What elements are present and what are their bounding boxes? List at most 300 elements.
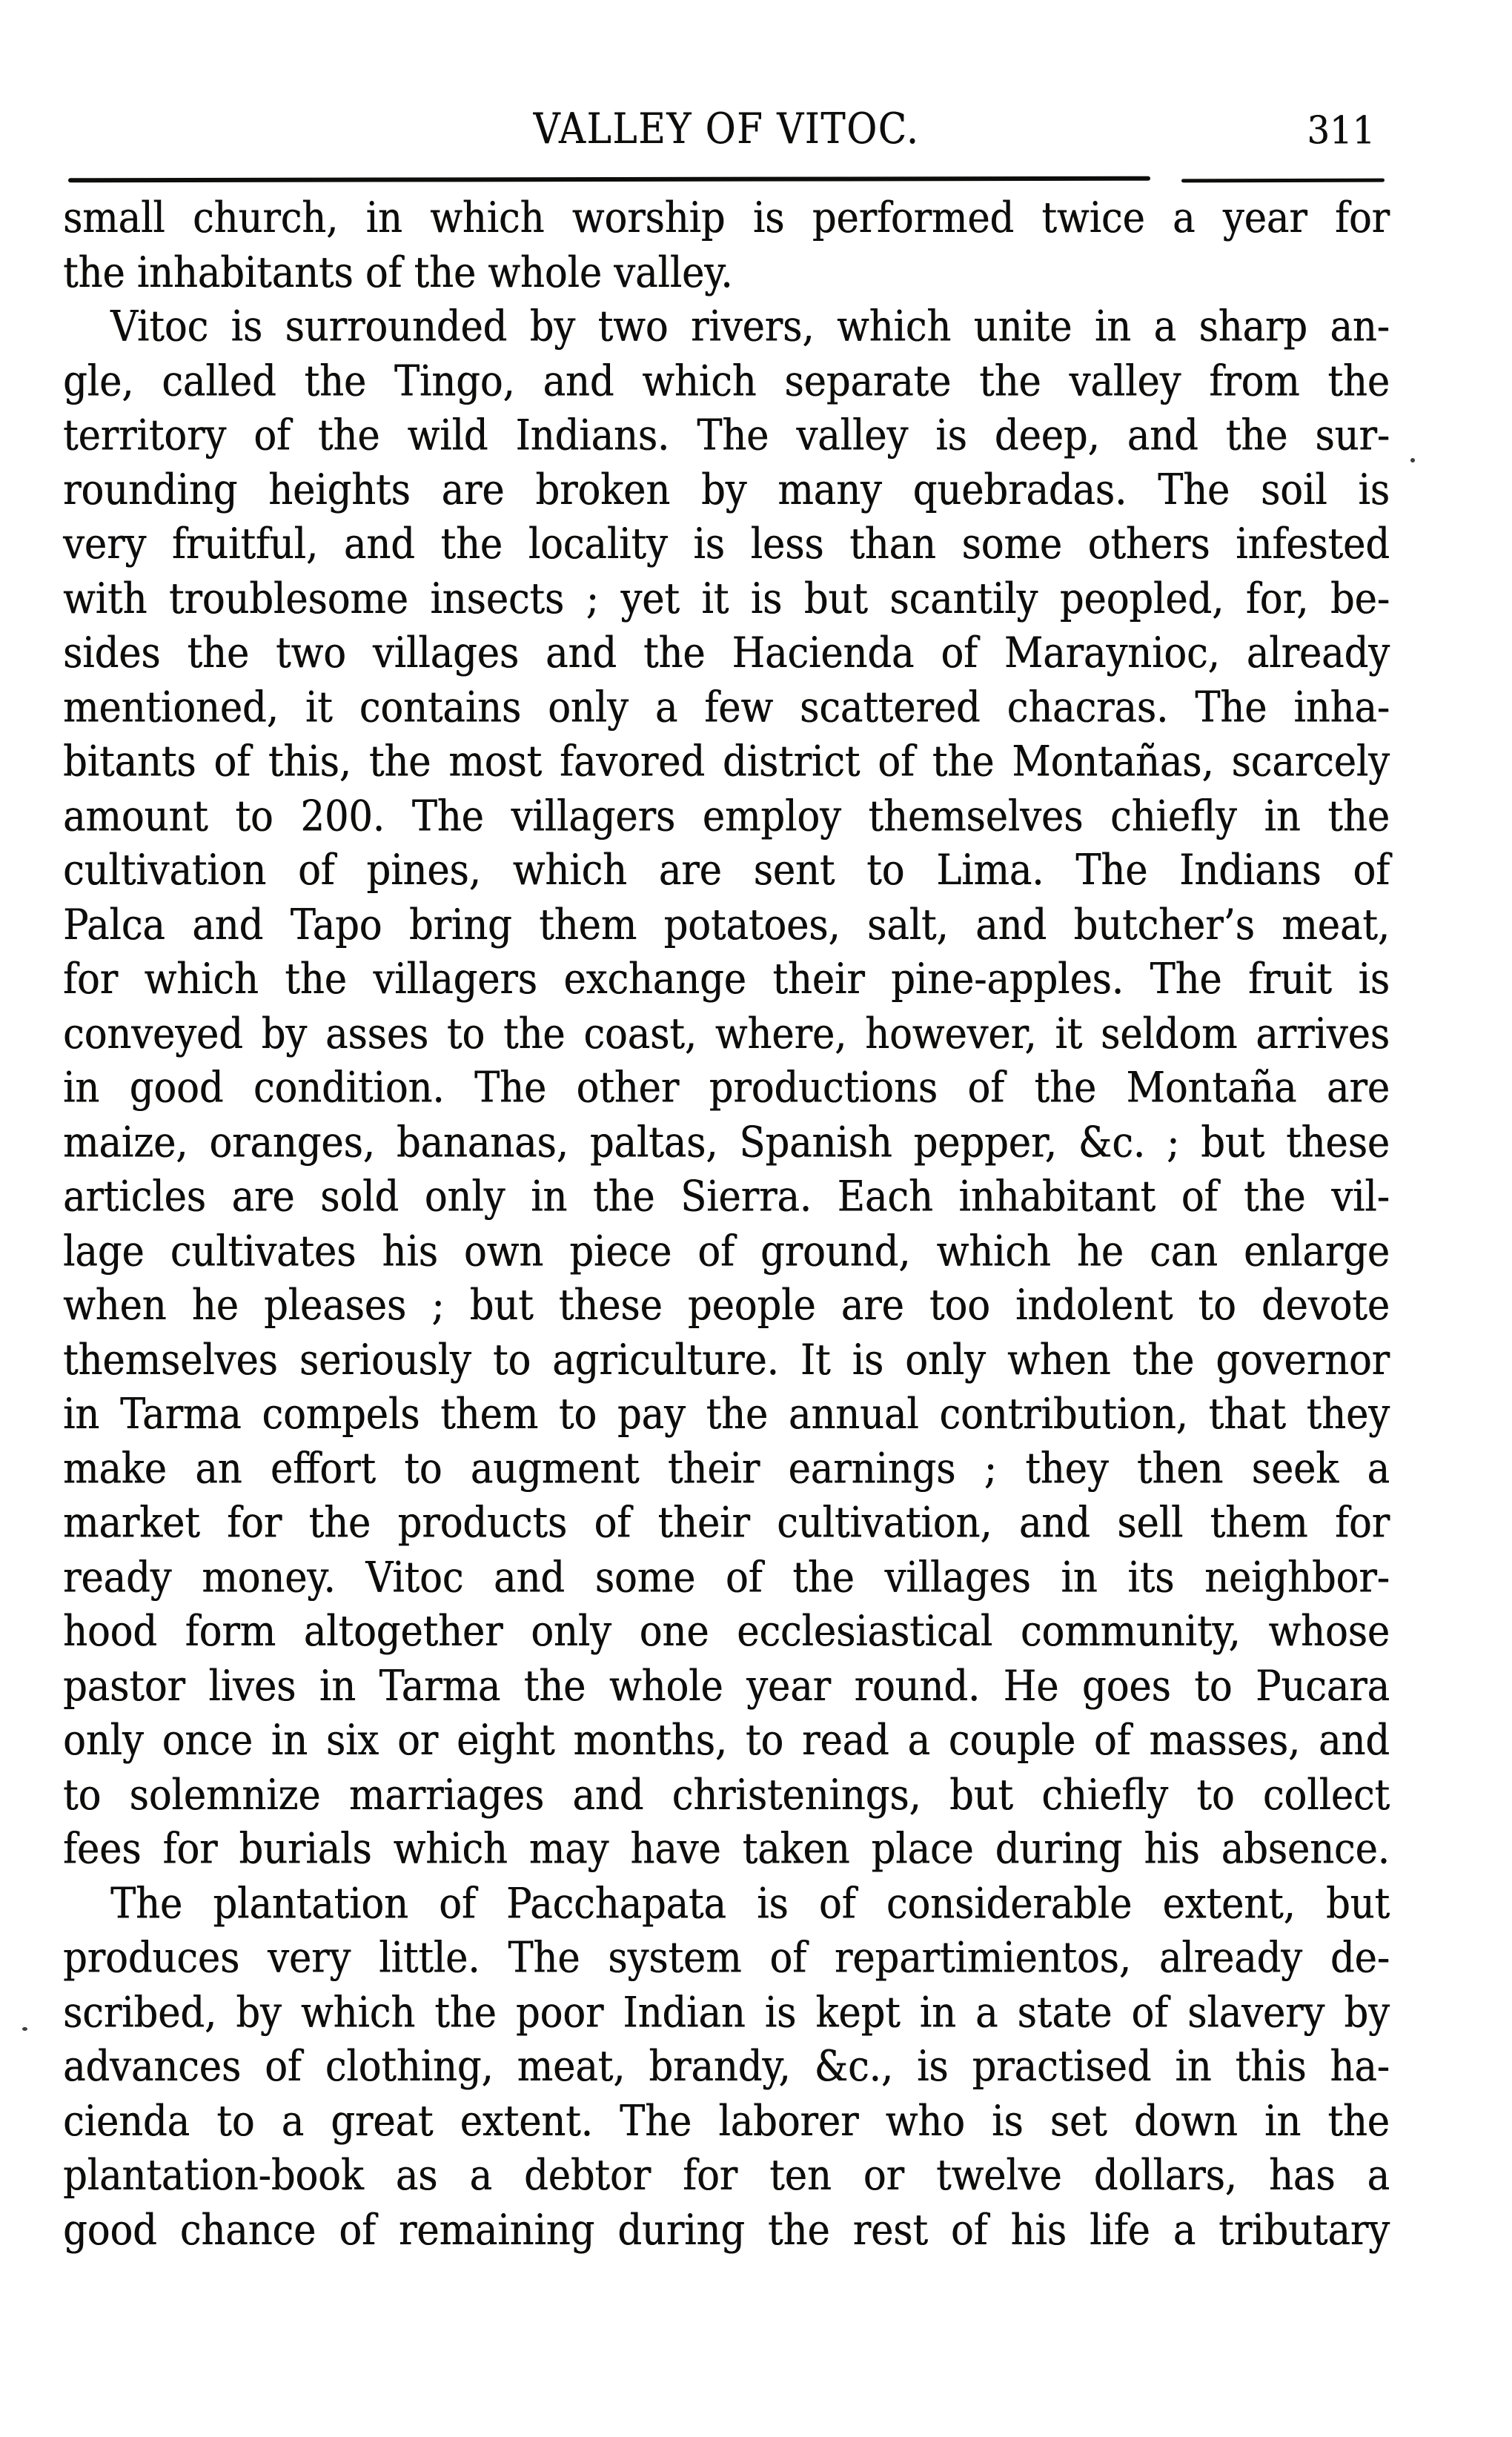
word: with xyxy=(63,574,147,623)
word: eight xyxy=(456,1716,555,1765)
word: their xyxy=(657,1499,750,1548)
word: broken xyxy=(535,465,671,515)
word: the xyxy=(317,411,380,460)
word: them xyxy=(440,1390,539,1439)
word: district xyxy=(722,737,861,787)
word: it xyxy=(701,574,729,623)
word: Spanish xyxy=(739,1118,892,1167)
word: of xyxy=(1131,1988,1169,2038)
text-line xyxy=(63,1551,1390,1605)
word: quebradas. xyxy=(912,465,1127,515)
word: and xyxy=(546,629,617,678)
word: Pucara xyxy=(1256,1662,1390,1711)
text-line xyxy=(63,2149,1390,2203)
word: great xyxy=(331,2096,434,2146)
word: the xyxy=(440,520,503,569)
word: Vitoc xyxy=(365,1553,464,1602)
word: in xyxy=(531,1172,568,1221)
word: year xyxy=(1222,193,1307,243)
word: then xyxy=(1136,1444,1224,1493)
running-title: VALLEY OF VITOC. xyxy=(533,104,920,153)
word: to xyxy=(216,2096,255,2146)
word: pastor xyxy=(63,1662,185,1711)
word: is xyxy=(693,520,725,569)
word: the xyxy=(304,357,367,406)
word: advances xyxy=(63,2042,242,2092)
word: by xyxy=(261,1009,308,1058)
word: they xyxy=(1306,1390,1390,1439)
word: amount xyxy=(63,792,208,841)
word: cultivates xyxy=(170,1227,357,1276)
word: annual xyxy=(788,1390,919,1439)
word: most xyxy=(448,737,543,787)
word: place xyxy=(871,1825,974,1874)
word: sold xyxy=(320,1172,399,1221)
word: sent xyxy=(753,846,835,895)
word: a xyxy=(907,1716,930,1765)
text-line xyxy=(63,2203,1390,2257)
word: of xyxy=(594,1499,631,1548)
word: of xyxy=(941,629,978,678)
word: compels xyxy=(262,1390,420,1439)
word: masses, xyxy=(1149,1716,1301,1765)
word: ; xyxy=(984,1444,997,1493)
word: cultivation, xyxy=(777,1499,992,1548)
word: it xyxy=(305,683,333,732)
word: by xyxy=(529,302,576,352)
word: is xyxy=(852,1335,884,1385)
word: of xyxy=(878,737,915,787)
word: solemnize xyxy=(129,1770,321,1820)
word: many xyxy=(777,465,882,515)
word: troublesome xyxy=(168,574,408,623)
word: ecclesiastical xyxy=(737,1607,993,1657)
word: peopled, xyxy=(1059,574,1224,623)
word: The xyxy=(1150,955,1222,1004)
word: scribed, xyxy=(63,1988,217,2038)
word: employ xyxy=(702,792,841,841)
word: in xyxy=(1094,302,1132,352)
word: it xyxy=(1055,1009,1083,1058)
word: Vitoc xyxy=(110,302,209,352)
word: called xyxy=(162,357,276,406)
word: to xyxy=(1194,1662,1233,1711)
word: brandy, xyxy=(649,2042,791,2092)
word: a xyxy=(1367,2151,1390,2201)
word: Tingo, xyxy=(394,357,515,406)
word: of xyxy=(265,2042,302,2092)
word: only xyxy=(424,1172,505,1221)
text-line xyxy=(63,1986,1390,2040)
text-line xyxy=(63,952,1390,1007)
text-line xyxy=(63,408,1390,462)
word: is xyxy=(935,411,967,460)
word: a xyxy=(1153,302,1176,352)
word: Each xyxy=(837,1172,933,1221)
word: in xyxy=(1264,792,1301,841)
word: Tarma xyxy=(379,1662,501,1711)
word: Indians. xyxy=(515,411,670,460)
text-line xyxy=(63,2095,1390,2149)
word: arrives xyxy=(1256,1009,1390,1058)
word: seldom xyxy=(1101,1009,1238,1058)
word: are xyxy=(441,465,505,515)
word: locality xyxy=(528,520,668,569)
text-line xyxy=(63,843,1390,898)
word: chacras. xyxy=(1007,683,1169,732)
word: a xyxy=(1173,193,1196,243)
word: and xyxy=(494,1553,565,1602)
word: of xyxy=(1093,1716,1131,1765)
word: the xyxy=(1132,1335,1195,1385)
word: he xyxy=(1076,1227,1124,1276)
word: is xyxy=(750,574,783,623)
word: &c., xyxy=(814,2042,893,2092)
word: separate xyxy=(784,357,952,406)
text-line xyxy=(63,572,1390,626)
word: deep, xyxy=(994,411,1100,460)
word: of xyxy=(1353,846,1390,895)
word: the xyxy=(592,1172,655,1221)
word: own xyxy=(463,1227,544,1276)
word: is xyxy=(752,193,785,243)
word: of xyxy=(1181,1172,1218,1221)
word: collect xyxy=(1262,1770,1390,1820)
word: only xyxy=(63,1716,144,1765)
word: can xyxy=(1150,1227,1218,1276)
word: from xyxy=(1209,357,1300,406)
word: piece xyxy=(569,1227,672,1276)
word: already xyxy=(1246,629,1390,678)
word: fees xyxy=(63,1825,142,1874)
word: infested xyxy=(1236,520,1390,569)
word: and xyxy=(543,357,614,406)
word: yet xyxy=(620,574,680,623)
word: surrounded xyxy=(285,302,508,352)
word: but xyxy=(803,574,868,623)
text-line xyxy=(63,626,1390,680)
word: for xyxy=(683,2151,738,2201)
word: only xyxy=(531,1607,611,1657)
word: Lima. xyxy=(936,846,1044,895)
word: the xyxy=(368,737,431,787)
word: fruitful, xyxy=(171,520,319,569)
word: performed xyxy=(812,193,1015,243)
word: The xyxy=(110,1879,183,1929)
scan-speck xyxy=(22,2027,27,2031)
word: few xyxy=(704,683,773,732)
word: favored xyxy=(559,737,705,787)
word: governor xyxy=(1216,1335,1390,1385)
word: soil xyxy=(1261,465,1327,515)
text-line xyxy=(63,789,1390,843)
word: Montaña xyxy=(1126,1064,1297,1113)
text-line xyxy=(63,354,1390,408)
word: paltas, xyxy=(589,1118,718,1167)
word: indolent xyxy=(1015,1281,1173,1330)
word: for, xyxy=(1245,574,1309,623)
word: market xyxy=(63,1499,200,1548)
word: fruit xyxy=(1248,955,1332,1004)
word: these xyxy=(1286,1118,1390,1167)
word: the xyxy=(768,2205,830,2255)
word: cienda xyxy=(63,2096,190,2146)
word: articles xyxy=(63,1172,206,1221)
word: money. xyxy=(202,1553,336,1602)
word: twice xyxy=(1041,193,1145,243)
word: pay xyxy=(617,1390,686,1439)
word: system xyxy=(608,1933,742,1983)
word: It xyxy=(800,1335,831,1385)
word: inha- xyxy=(1293,683,1390,732)
word: valley xyxy=(796,411,909,460)
word: sides xyxy=(63,629,161,678)
word: of xyxy=(253,411,291,460)
word: he xyxy=(191,1281,239,1330)
word: by xyxy=(1344,1988,1390,2038)
word: cultivation xyxy=(63,846,267,895)
word: state xyxy=(1017,1988,1113,2038)
word: of xyxy=(769,1933,806,1983)
word: Palca xyxy=(63,901,165,950)
word: seek xyxy=(1251,1444,1339,1493)
word: a xyxy=(1367,1444,1390,1493)
word: pepper, xyxy=(913,1118,1057,1167)
word: rest xyxy=(852,2205,928,2255)
word: very xyxy=(268,1933,351,1983)
text-line xyxy=(63,680,1390,735)
word: themselves xyxy=(868,792,1084,841)
text-line xyxy=(63,517,1390,571)
word: small xyxy=(63,193,165,243)
word: may xyxy=(528,1825,609,1874)
text-line xyxy=(63,191,1390,245)
word: vil- xyxy=(1331,1172,1390,1221)
text-line xyxy=(63,1279,1390,1333)
word: but xyxy=(949,1770,1013,1820)
word: are xyxy=(1326,1064,1390,1113)
word: augment xyxy=(470,1444,640,1493)
word: Tapo xyxy=(290,901,382,950)
word: down xyxy=(1133,2096,1238,2146)
word: the xyxy=(979,357,1041,406)
text-line xyxy=(63,1061,1390,1115)
header-rule-right-segment xyxy=(1181,179,1385,183)
word: ; xyxy=(1166,1118,1180,1167)
word: inhabitant xyxy=(958,1172,1155,1221)
text-line xyxy=(63,898,1390,952)
text-line xyxy=(63,1224,1390,1279)
word: a xyxy=(1173,2205,1196,2255)
word: bring xyxy=(408,901,512,950)
word: a xyxy=(281,2096,305,2146)
word: community, xyxy=(1020,1607,1241,1657)
word: in xyxy=(1264,2096,1302,2146)
word: Sierra. xyxy=(680,1172,812,1221)
word: which xyxy=(642,357,757,406)
word: scantily xyxy=(889,574,1038,623)
word: is xyxy=(1358,465,1390,515)
word: pleases xyxy=(263,1281,407,1330)
word: six xyxy=(325,1716,379,1765)
word: the xyxy=(643,629,706,678)
word: a xyxy=(654,683,678,732)
word: pine-apples. xyxy=(891,955,1124,1004)
word: to xyxy=(745,1716,784,1765)
word: and xyxy=(1127,411,1198,460)
word: The xyxy=(620,2096,692,2146)
word: conveyed xyxy=(63,1009,243,1058)
word: when xyxy=(1007,1335,1111,1385)
word: to xyxy=(866,846,905,895)
word: in xyxy=(63,1064,100,1113)
word: dollars, xyxy=(1093,2151,1237,2201)
word: in xyxy=(919,1988,956,2038)
word: plantation xyxy=(213,1879,408,1929)
word: of xyxy=(967,1064,1004,1113)
word: that xyxy=(1208,1390,1286,1439)
word: but xyxy=(469,1281,534,1330)
word: in xyxy=(1061,1553,1098,1602)
word: of xyxy=(950,2205,988,2255)
word: are xyxy=(658,846,722,895)
word: The xyxy=(1195,683,1267,732)
word: their xyxy=(772,955,865,1004)
word: effort xyxy=(270,1444,376,1493)
word: rounding xyxy=(63,465,238,515)
word: in xyxy=(271,1716,308,1765)
text-line: the inhabitants of the whole valley. xyxy=(63,248,733,297)
word: exchange xyxy=(563,955,746,1004)
word: of xyxy=(697,1227,735,1276)
word: contribution, xyxy=(939,1390,1188,1439)
word: already xyxy=(1158,1933,1302,1983)
word: villages xyxy=(884,1553,1031,1602)
word: and xyxy=(572,1770,644,1820)
word: of xyxy=(439,1879,476,1929)
word: The xyxy=(508,1933,580,1983)
word: are xyxy=(231,1172,295,1221)
word: to xyxy=(63,1770,102,1820)
word: couple xyxy=(948,1716,1076,1765)
word: territory xyxy=(63,411,227,460)
word: good xyxy=(63,2205,157,2255)
word: The xyxy=(474,1064,547,1113)
word: asses xyxy=(325,1009,429,1058)
word: his xyxy=(382,1227,438,1276)
word: people xyxy=(687,1281,816,1330)
word: chance xyxy=(179,2205,316,2255)
word: absence. xyxy=(1221,1825,1390,1874)
word: for xyxy=(63,955,118,1004)
word: the xyxy=(523,1662,586,1711)
text-line xyxy=(63,1115,1390,1170)
word: the xyxy=(932,737,995,787)
word: round. xyxy=(854,1662,981,1711)
word: neighbor- xyxy=(1204,1553,1390,1602)
word: good xyxy=(129,1064,224,1113)
word: hood xyxy=(63,1607,157,1657)
word: condition. xyxy=(253,1064,445,1113)
word: which xyxy=(393,1825,508,1874)
word: ha- xyxy=(1330,2042,1390,2092)
word: which xyxy=(936,1227,1051,1276)
word: is xyxy=(231,302,262,352)
word: productions xyxy=(709,1064,938,1113)
word: gle, xyxy=(63,357,134,406)
word: christenings, xyxy=(672,1770,921,1820)
text-line xyxy=(63,1333,1390,1387)
word: them xyxy=(539,901,637,950)
word: scattered xyxy=(800,683,981,732)
word: for xyxy=(162,1825,218,1874)
word: less xyxy=(750,520,824,569)
word: laborer xyxy=(718,2096,859,2146)
text-line xyxy=(63,1768,1390,1822)
page-header xyxy=(63,106,1390,152)
text-line xyxy=(63,300,1390,354)
word: two xyxy=(276,629,346,678)
word: kept xyxy=(815,1988,901,2038)
text-block xyxy=(63,191,1390,2258)
word: meat, xyxy=(517,2042,626,2092)
word: The xyxy=(697,411,769,460)
text-line xyxy=(63,1877,1390,1931)
word: Pacchapata xyxy=(506,1879,726,1929)
word: is xyxy=(764,1988,797,2038)
text-line xyxy=(63,1932,1390,1986)
word: bananas, xyxy=(396,1118,568,1167)
word: Tarma xyxy=(119,1390,242,1439)
word: once xyxy=(162,1716,253,1765)
word: The xyxy=(1075,846,1148,895)
word: of xyxy=(818,1879,856,1929)
text-line xyxy=(63,1442,1390,1496)
word: which xyxy=(430,193,545,243)
text-line xyxy=(63,1605,1390,1659)
word: chiefly xyxy=(1041,1770,1168,1820)
word: to xyxy=(446,1009,485,1058)
word: the xyxy=(792,1553,855,1602)
word: slavery xyxy=(1187,1988,1325,2038)
word: which xyxy=(512,846,627,895)
word: or xyxy=(863,2151,904,2201)
word: Montañas, xyxy=(1012,737,1214,787)
word: The xyxy=(1158,465,1230,515)
word: very xyxy=(63,520,147,569)
word: the xyxy=(285,955,347,1004)
word: in xyxy=(365,193,402,243)
word: read xyxy=(801,1716,889,1765)
word: too xyxy=(929,1281,990,1330)
word: in xyxy=(319,1662,356,1711)
word: and xyxy=(1018,1499,1090,1548)
word: Hacienda xyxy=(732,629,915,678)
word: when xyxy=(63,1281,167,1330)
word: agriculture. xyxy=(552,1335,779,1385)
word: devote xyxy=(1261,1281,1390,1330)
word: other xyxy=(576,1064,680,1113)
word: ready xyxy=(63,1553,172,1602)
word: to xyxy=(1198,1281,1236,1330)
word: heights xyxy=(268,465,411,515)
header-rule-left-segment xyxy=(68,176,1150,183)
text-line xyxy=(63,2040,1390,2094)
text-line xyxy=(63,735,1390,789)
word: rivers, xyxy=(690,302,815,352)
word: insects xyxy=(430,574,565,623)
word: Maraynioc, xyxy=(1004,629,1220,678)
